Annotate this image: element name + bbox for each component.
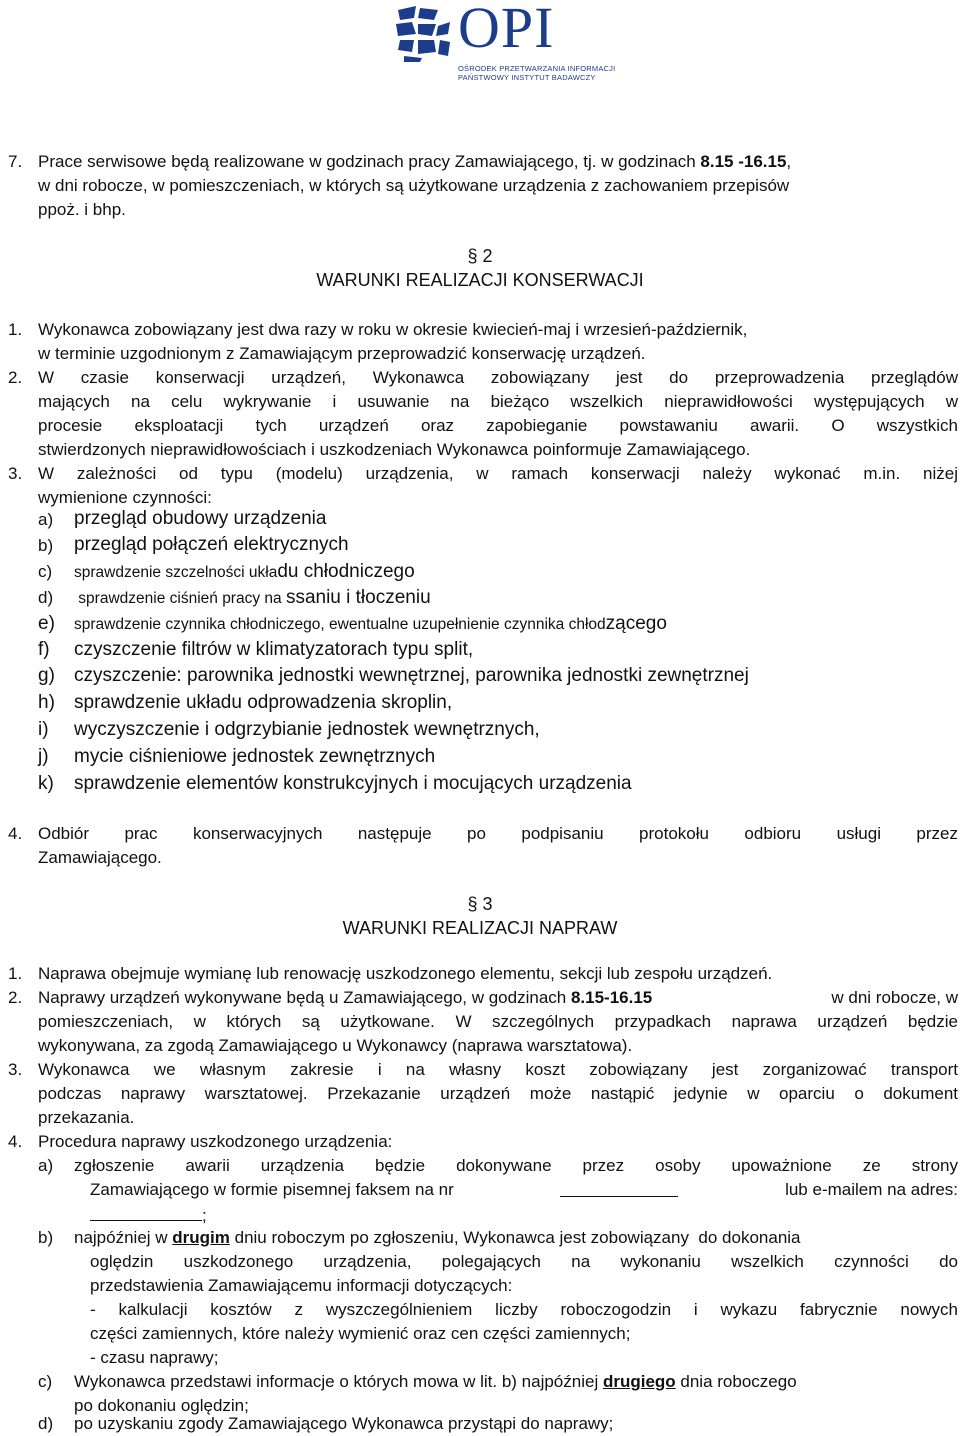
- task-letter: d): [38, 588, 54, 607]
- item-number: 2.: [8, 988, 23, 1007]
- logo-word: OPI: [458, 0, 555, 60]
- paragraph-line: Procedura naprawy uszkodzonego urządzenia:: [38, 1132, 393, 1151]
- paragraph-line: zgłoszenie awarii urządzenia będzie dokonywane przez osoby upoważnione ze strony: [74, 1156, 958, 1175]
- text-span: [38, 986, 652, 1010]
- item-number: 7.: [8, 152, 23, 171]
- paragraph-line: Wykonawca we własnym zakresie i na własny koszt zobowiązany jest zorganizować transport: [38, 1060, 958, 1079]
- paragraph-line: wymienione czynności:: [38, 488, 212, 507]
- task-letter: k): [38, 773, 54, 794]
- bold-text: 8.15-16.15: [570, 988, 653, 1007]
- task-item: [38, 772, 632, 796]
- task-letter: j): [38, 746, 49, 767]
- paragraph-line: [38, 150, 791, 174]
- item-number: 4.: [8, 1132, 23, 1151]
- paragraph-line: W zależności od typu (modelu) urządzenia, w ramach konserwacji należy wykonać m.in. niżej: [38, 464, 958, 483]
- paragraph-line: [74, 1370, 797, 1394]
- section-title: WARUNKI REALIZACJI KONSERWACJI: [316, 270, 644, 290]
- bold-text: 8.15 -16.15: [700, 152, 787, 171]
- task-letter: i): [38, 719, 49, 740]
- paragraph-line: procesie eksploatacji tych urządzeń oraz zapobieganie powstawaniu awarii. O wszystkich: [38, 416, 958, 435]
- text-span: w dni robocze, w: [826, 988, 958, 1007]
- task-text: wyczyszczenie i odgrzybianie jednostek wewnętrznych,: [74, 719, 540, 740]
- fax-number-blank: [560, 1178, 678, 1197]
- task-item: [38, 638, 474, 662]
- paragraph-line: W czasie konserwacji urządzeń, Wykonawca zobowiązany jest do przeprowadzenia przeglądów: [38, 368, 958, 387]
- text-span: ;: [202, 1206, 207, 1225]
- text-span: du chłodniczego: [277, 561, 415, 582]
- paragraph-line: Wykonawca zobowiązany jest dwa razy w roku w okresie kwiecień-maj i wrzesień-październik,: [38, 320, 748, 339]
- procedure-letter: d): [38, 1414, 54, 1433]
- task-letter: g): [38, 665, 55, 686]
- task-item: [38, 560, 415, 584]
- section-number: § 2: [467, 246, 493, 266]
- text-span: ,: [786, 152, 792, 171]
- paragraph-line: przekazania.: [38, 1108, 135, 1127]
- task-text: mycie ciśnieniowe jednostek zewnętrznych: [74, 746, 436, 767]
- task-letter: e): [38, 613, 55, 634]
- task-item: [38, 508, 327, 532]
- text-span: sprawdzenie ciśnień pracy na: [74, 590, 286, 607]
- paragraph-line: [90, 1178, 958, 1202]
- paragraph-line: Naprawa obejmuje wymianę lub renowację uszkodzonego elementu, sekcji lub zespołu urządzeń.: [38, 964, 773, 983]
- text-span: Naprawy urządzeń wykonywane będą u Zamawiającego, w godzinach: [38, 988, 571, 1007]
- task-item: [38, 534, 349, 558]
- paragraph-line: wykonywana, za zgodą Zamawiającego u Wykonawcy (naprawa warsztatowa).: [38, 1036, 633, 1055]
- paragraph-line: części zamiennych, które należy wymienić oraz cen części zamiennych;: [90, 1324, 631, 1343]
- task-letter: h): [38, 692, 55, 713]
- text-span: Zamawiającego w formie pisemnej faksem na nr: [90, 1180, 454, 1199]
- paragraph-line: [38, 986, 958, 1010]
- paragraph-line: - czasu naprawy;: [90, 1348, 219, 1367]
- task-item: [38, 718, 540, 742]
- procedure-letter: a): [38, 1156, 54, 1175]
- underlined-bold-text: drugiego: [602, 1372, 676, 1391]
- task-text: czyszczenie filtrów w klimatyzatorach typu split,: [74, 639, 474, 660]
- text-span: ssaniu i tłoczeniu: [285, 587, 431, 608]
- task-text: [74, 560, 415, 585]
- task-letter: c): [38, 562, 53, 581]
- item-number: 3.: [8, 464, 23, 483]
- paragraph-line: przedstawienia Zamawiającemu informacji dotyczących:: [90, 1276, 513, 1295]
- task-text: sprawdzenie układu odprowadzenia skroplin,: [74, 692, 453, 713]
- item-number: 1.: [8, 964, 23, 983]
- paragraph-line: stwierdzonych nieprawidłowościach i uszkodzeniach Wykonawca poinformuje Zamawiającego.: [38, 440, 751, 459]
- logo-subtitle-line-2: PAŃSTWOWY INSTYTUT BADAWCZY: [458, 73, 596, 82]
- paragraph-line: Odbiór prac konserwacyjnych następuje po podpisaniu protokołu odbioru usługi przez: [38, 824, 958, 843]
- task-item: [38, 586, 431, 610]
- task-letter: f): [38, 639, 50, 660]
- paragraph-line: w terminie uzgodnionym z Zamawiającym przeprowadzić konserwację urządzeń.: [38, 344, 646, 363]
- paragraph-line: pomieszczeniach, w których są użytkowane. W szczególnych przypadkach naprawa urządzeń będzie: [38, 1012, 958, 1031]
- task-text: [74, 586, 431, 611]
- logo-subtitle-line-1: OŚRODEK PRZETWARZANIA INFORMACJI: [458, 64, 616, 73]
- task-text: przegląd połączeń elektrycznych: [74, 534, 349, 555]
- paragraph-line: Zamawiającego.: [38, 848, 162, 867]
- paragraph-line: podczas naprawy warsztatowej. Przekazanie urządzeń może nastąpić jedynie w oparciu o dokument: [38, 1084, 958, 1103]
- paragraph-line: po dokonaniu oględzin;: [74, 1396, 249, 1415]
- paragraph-line: ppoż. i bhp.: [38, 200, 126, 219]
- paragraph-line: po uzyskaniu zgody Zamawiającego Wykonawca przystąpi do naprawy;: [74, 1414, 614, 1433]
- task-letter: a): [38, 510, 54, 529]
- item-number: 1.: [8, 320, 23, 339]
- task-text: czyszczenie: parownika jednostki wewnętrznej, parownika jednostki zewnętrznej: [74, 665, 749, 686]
- procedure-letter: b): [38, 1228, 54, 1247]
- task-item: [38, 745, 436, 769]
- section-number: § 3: [467, 894, 493, 914]
- text-span: lub e-mailem na adres:: [785, 1180, 958, 1199]
- text-span: dnia roboczego: [675, 1372, 797, 1391]
- paragraph-line: - kalkulacji kosztów z wyszczególnieniem liczby roboczogodzin i wykazu fabrycznie nowych: [90, 1300, 958, 1319]
- text-span: sprawdzenie szczelności ukła: [74, 564, 278, 581]
- email-blank: [90, 1202, 202, 1221]
- text-span: zącego: [605, 613, 667, 634]
- text-span: dniu roboczym po zgłoszeniu, Wykonawca jest zobowiązany do dokonania: [229, 1228, 801, 1247]
- underlined-bold-text: drugim: [172, 1228, 230, 1247]
- task-text: [74, 612, 667, 637]
- text-span: sprawdzenie czynnika chłodniczego, ewentualne uzupełnienie czynnika chłod: [74, 616, 606, 633]
- task-text: sprawdzenie elementów konstrukcyjnych i mocujących urządzenia: [74, 773, 632, 794]
- paragraph-line: w dni robocze, w pomieszczeniach, w których są użytkowane urządzenia z zachowaniem przepisów: [38, 176, 790, 195]
- task-item: [38, 612, 667, 636]
- task-letter: b): [38, 536, 54, 555]
- task-text: przegląd obudowy urządzenia: [74, 508, 327, 529]
- paragraph-line: oględzin uszkodzonego urządzenia, polegających na wykonaniu wszelkich czynności do: [90, 1252, 958, 1271]
- item-number: 2.: [8, 368, 23, 387]
- section-title: WARUNKI REALIZACJI NAPRAW: [342, 918, 618, 938]
- paragraph-line: [90, 1202, 207, 1228]
- text-span: Prace serwisowe będą realizowane w godzinach pracy Zamawiającego, tj. w godzinach: [38, 152, 701, 171]
- paragraph-line: [74, 1226, 801, 1250]
- text-span: Wykonawca przedstawi informacje o których mowa w lit. b) najpóźniej: [74, 1372, 603, 1391]
- item-number: 4.: [8, 824, 23, 843]
- task-item: [38, 664, 749, 688]
- text-span: najpóźniej w: [74, 1228, 173, 1247]
- paragraph-line: mających na celu wykrywanie i usuwanie na bieżąco wszelkich nieprawidłowości występujących w: [38, 392, 958, 411]
- task-item: [38, 691, 453, 715]
- procedure-letter: c): [38, 1372, 53, 1391]
- item-number: 3.: [8, 1060, 23, 1079]
